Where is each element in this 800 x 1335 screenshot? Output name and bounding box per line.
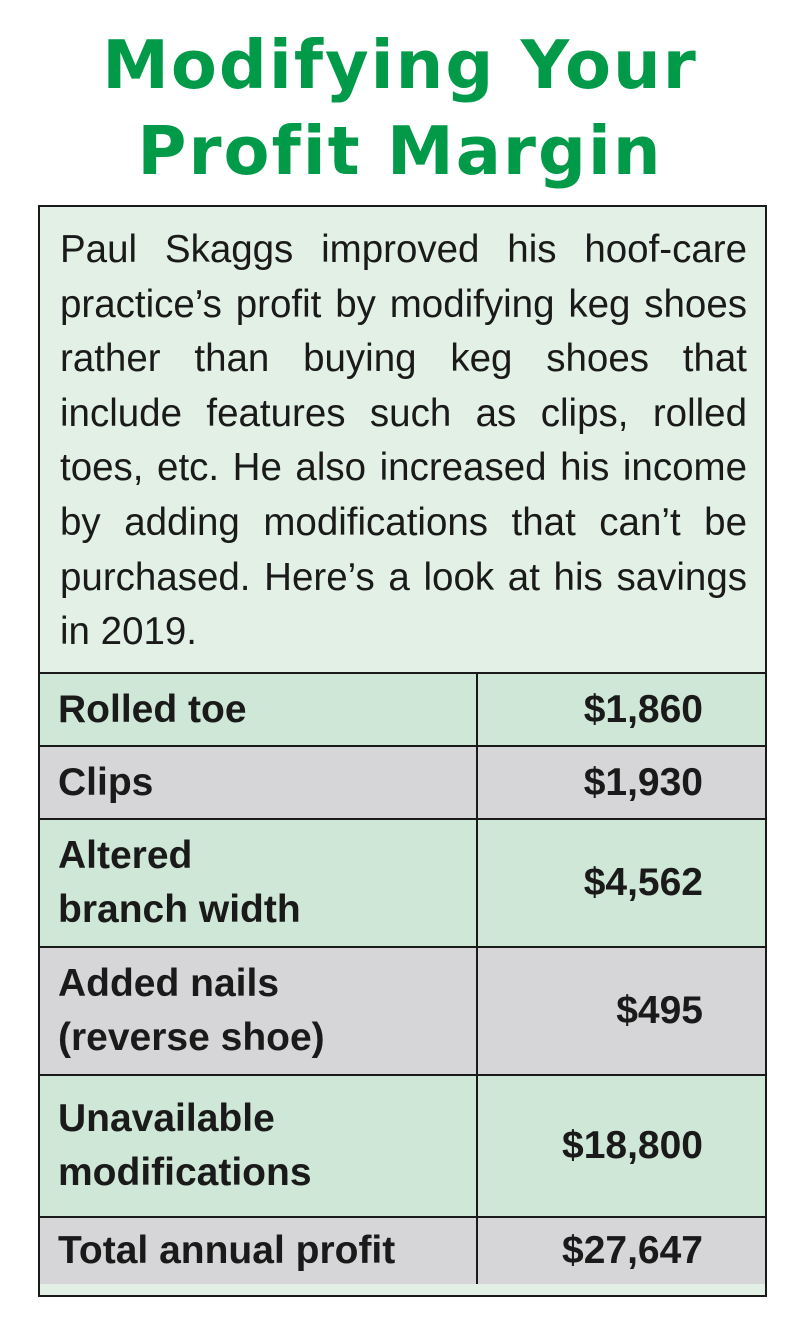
row-label-line-1: Unavailable — [58, 1097, 275, 1140]
row-label-line-1: Altered — [58, 834, 193, 877]
row-value: $1,930 — [477, 746, 765, 819]
row-label — [40, 673, 477, 746]
row-label-line-2: (reverse shoe) — [58, 1016, 325, 1059]
row-label — [40, 1217, 477, 1284]
table-row-total — [40, 1217, 765, 1284]
row-value: $4,562 — [477, 819, 765, 947]
page-title — [0, 22, 800, 194]
title-line-2: Profit Margin — [137, 112, 663, 190]
row-value: $18,800 — [477, 1075, 765, 1217]
row-label-line-2: modifications — [58, 1151, 312, 1194]
row-value: $495 — [477, 947, 765, 1075]
table-row-altered-branch-width — [40, 819, 765, 947]
savings-panel — [38, 205, 767, 1297]
row-label — [40, 947, 477, 1075]
table-row-rolled-toe — [40, 673, 765, 746]
table-row-clips — [40, 746, 765, 819]
savings-table — [40, 672, 765, 1284]
row-label-line-1: Clips — [58, 760, 154, 804]
row-value: $27,647 — [477, 1217, 765, 1284]
row-label — [40, 819, 477, 947]
table-row-added-nails — [40, 947, 765, 1075]
row-label — [40, 1075, 477, 1217]
row-label-line-2: branch width — [58, 888, 301, 931]
intro-paragraph: Paul Skaggs improved his hoof-care practice’s profit by modifying keg shoes rather than buying keg shoes that include features such as clips, rolled toes, etc. He also increased his income by adding modifications that can’t be purchased. Here’s a look at his savings in 2019. — [40, 207, 765, 672]
row-label — [40, 746, 477, 819]
table-row-unavailable-modifications — [40, 1075, 765, 1217]
row-value: $1,860 — [477, 673, 765, 746]
title-line-1: Modifying Your — [102, 26, 698, 104]
row-label-line-1: Total annual profit — [58, 1229, 396, 1272]
row-label-line-1: Rolled toe — [58, 687, 247, 731]
row-label-line-1: Added nails — [58, 962, 280, 1005]
